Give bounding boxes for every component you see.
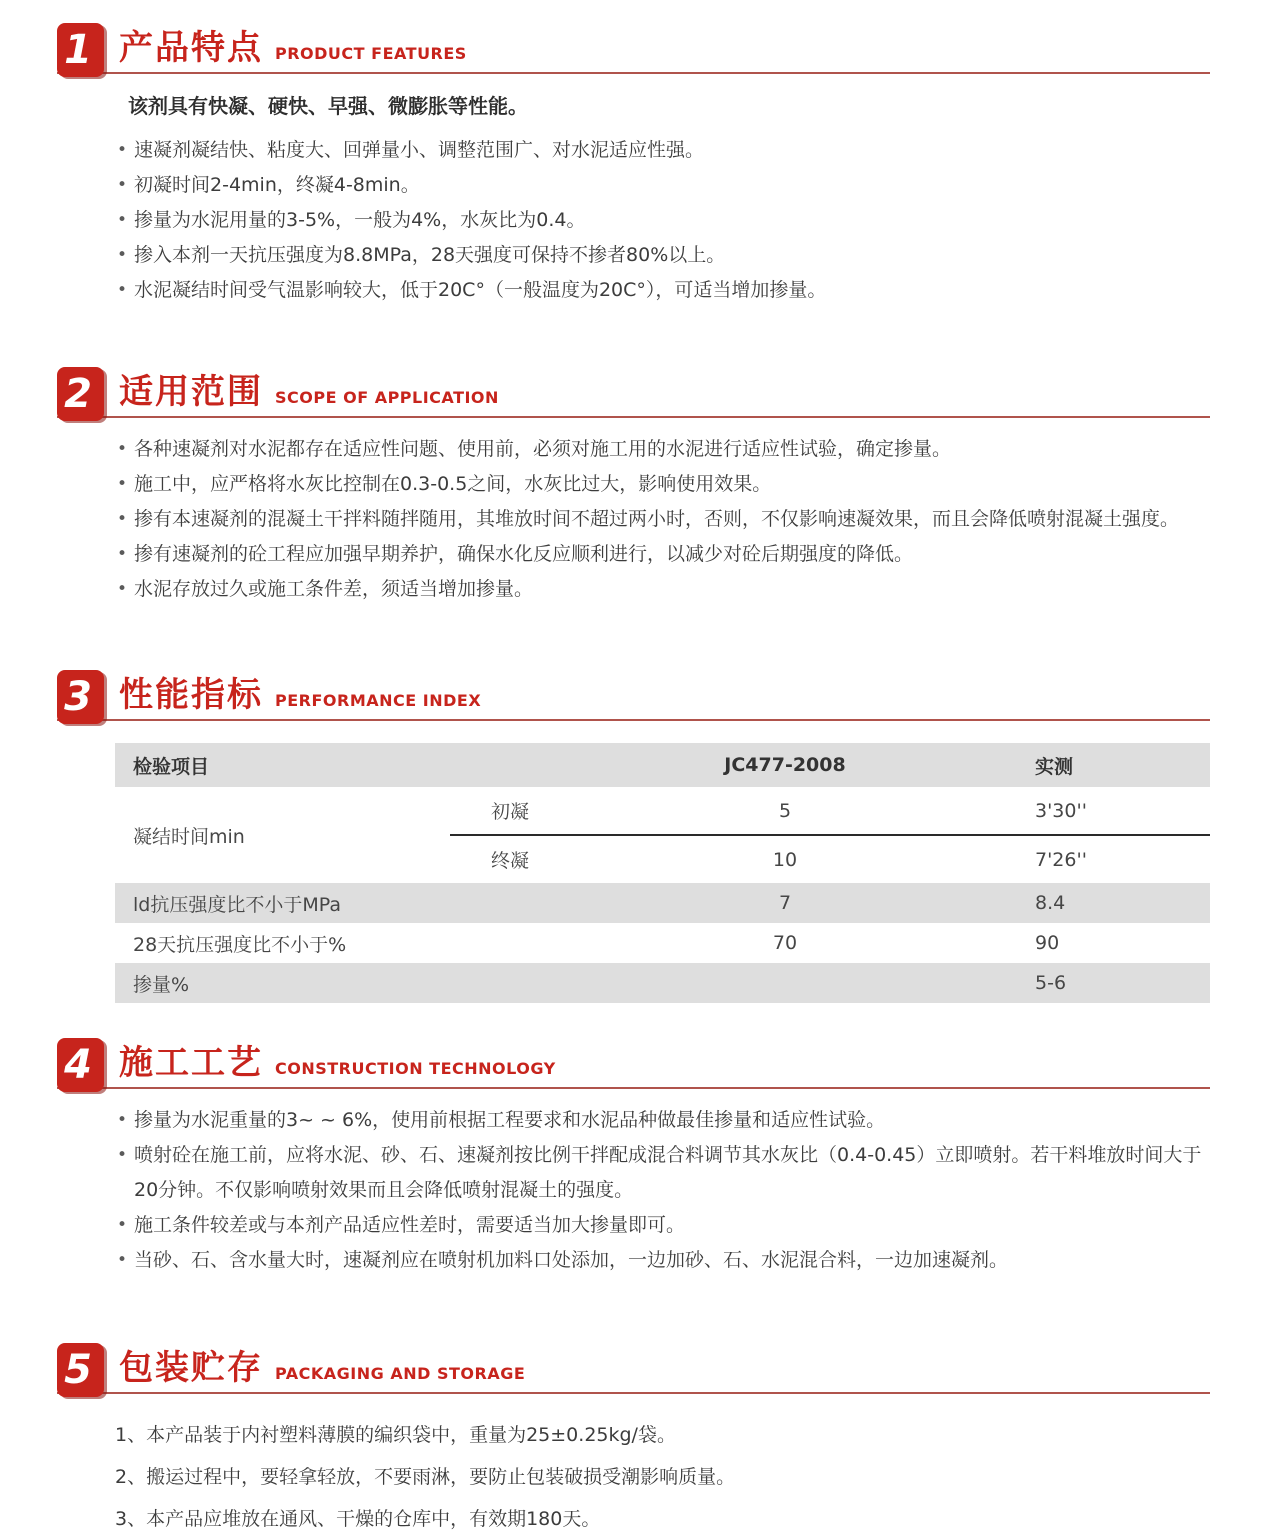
section-header: [57, 667, 1210, 721]
intro-line: 该剂具有快凝、硬快、早强、微膨胀等性能。: [128, 94, 528, 118]
performance-table: [115, 743, 1210, 1003]
list-item: • 掺有速凝剂的砼工程应加强早期养护，确保水化反应顺利进行，以减少对砼后期强度的降低。: [115, 537, 1210, 572]
table-header-sub: [450, 743, 570, 787]
section-number-badge: 5: [57, 1343, 104, 1397]
bullet-list: [115, 432, 1210, 607]
section-titles: [119, 1340, 525, 1392]
bullet-list: [115, 1103, 1210, 1278]
section-title-zh: 性能指标: [119, 675, 263, 715]
list-item: 3、本产品应堆放在通风、干燥的仓库中，有效期180天。: [115, 1508, 601, 1530]
table-cell-standard: 5: [570, 787, 1000, 835]
table-cell-measured: 7'26'': [1035, 848, 1087, 871]
table-cell-standard: 10: [772, 848, 798, 871]
table-cell-measured: 8.4: [1035, 892, 1066, 914]
section-title-en: PRODUCT FEATURES: [275, 44, 467, 63]
list-item: • 水泥凝结时间受气温影响较大，低于20C°（一般温度为20C°），可适当增加掺量。: [115, 273, 1210, 308]
list-item: • 水泥存放过久或施工条件差，须适当增加掺量。: [115, 572, 1210, 607]
section-titles: [119, 1035, 556, 1087]
section-title-zh: 施工工艺: [119, 1043, 263, 1083]
table-cell-standard: [570, 963, 1000, 1003]
table-cell-sub: 初凝: [450, 787, 570, 835]
section-title-en: PERFORMANCE INDEX: [275, 691, 482, 710]
section-number-badge: 1: [57, 23, 104, 77]
table-header-standard: JC477-2008: [724, 754, 846, 776]
table-row: [115, 883, 1210, 923]
list-item: • 当砂、石、含水量大时，速凝剂应在喷射机加料口处添加，一边加砂、石、水泥混合料，一边加速凝剂。: [115, 1243, 1210, 1278]
table-header-measured: 实测: [1035, 755, 1074, 778]
table-row: [115, 963, 1210, 1003]
section-header: [57, 20, 1210, 74]
table-cell-measured: 5-6: [1035, 972, 1067, 994]
list-item: • 掺有本速凝剂的混凝土干拌料随拌随用，其堆放时间不超过两小时，否则，不仅影响速凝效果，而且会降低喷射混凝土强度。: [115, 502, 1210, 537]
list-item: • 初凝时间2-4min，终凝4-8min。: [115, 168, 1210, 203]
table-cell-standard: 7: [778, 892, 792, 914]
section-title-zh: 产品特点: [119, 28, 263, 68]
section-number-badge: 4: [57, 1038, 104, 1092]
list-item: • 掺入本剂一天抗压强度为8.8MPa，28天强度可保持不掺者80%以上。: [115, 238, 1210, 273]
section-performance-index: [0, 667, 1280, 1003]
section-titles: [119, 364, 499, 416]
section-header: [57, 1035, 1210, 1089]
section-content: [115, 1414, 1210, 1540]
section-number-badge: 3: [57, 670, 104, 724]
section-header: [57, 364, 1210, 418]
section-scope-of-application: [0, 364, 1280, 607]
list-item: • 各种速凝剂对水泥都存在适应性问题、使用前，必须对施工用的水泥进行适应性试验，确定掺量。: [115, 432, 1210, 467]
list-item: • 喷射砼在施工前，应将水泥、砂、石、速凝剂按比例干拌配成混合料调节其水灰比（0.4-0.45）立即喷射。若干料堆放时间大于20分钟。不仅影响喷射效果而且会降低喷射混凝土的强度。: [115, 1138, 1210, 1208]
section-content: [115, 432, 1210, 607]
table-cell-item: 凝结时间min: [133, 825, 245, 848]
table-cell-sub: 终凝: [490, 850, 529, 872]
numbered-list: [115, 1414, 1210, 1540]
section-number-badge: 2: [57, 367, 104, 421]
section-title-zh: 包装贮存: [119, 1348, 263, 1388]
list-item: • 施工条件较差或与本剂产品适应性差时，需要适当加大掺量即可。: [115, 1208, 1210, 1243]
section-title-en: CONSTRUCTION TECHNOLOGY: [275, 1059, 556, 1078]
section-construction-technology: [0, 1035, 1280, 1278]
table-header-item: 检验项目: [133, 755, 210, 778]
list-item: • 掺量为水泥重量的3~ ~ 6%，使用前根据工程要求和水泥品种做最佳掺量和适应性试验。: [115, 1103, 1210, 1138]
section-title-en: PACKAGING AND STORAGE: [275, 1364, 526, 1383]
list-item: • 速凝剂凝结快、粘度大、回弹量小、调整范围广、对水泥适应性强。: [115, 133, 1210, 168]
section-titles: [119, 667, 481, 719]
table-cell-measured: 3'30'': [1000, 787, 1210, 835]
list-item: 1、本产品装于内衬塑料薄膜的编织袋中，重量为25±0.25kg/袋。: [115, 1424, 676, 1446]
list-item: 2、搬运过程中，要轻拿轻放，不要雨淋，要防止包装破损受潮影响质量。: [115, 1466, 736, 1488]
list-item: • 掺量为水泥用量的3-5%，一般为4%，水灰比为0.4。: [115, 203, 1210, 238]
section-title-zh: 适用范围: [119, 372, 263, 412]
section-titles: [119, 20, 467, 72]
table-cell-item: ld抗压强度比不小于MPa: [133, 893, 341, 916]
section-content: [115, 90, 1210, 308]
table-cell-standard: 70: [772, 932, 798, 954]
table-header-row: [115, 743, 1210, 787]
bullet-list: [115, 133, 1210, 308]
section-title-en: SCOPE OF APPLICATION: [275, 388, 499, 407]
section-content: [115, 1103, 1210, 1278]
table-row: [115, 923, 1210, 963]
section-packaging-storage: [0, 1340, 1280, 1540]
list-item: • 施工中，应严格将水灰比控制在0.3-0.5之间，水灰比过大，影响使用效果。: [115, 467, 1210, 502]
table-cell-measured: 90: [1035, 932, 1060, 954]
table-row: [115, 787, 1210, 835]
section-product-features: [0, 0, 1280, 308]
table-cell-item: 28天抗压强度比不小于%: [133, 933, 347, 956]
table-cell-item: 掺量%: [133, 973, 190, 996]
section-header: [57, 1340, 1210, 1394]
